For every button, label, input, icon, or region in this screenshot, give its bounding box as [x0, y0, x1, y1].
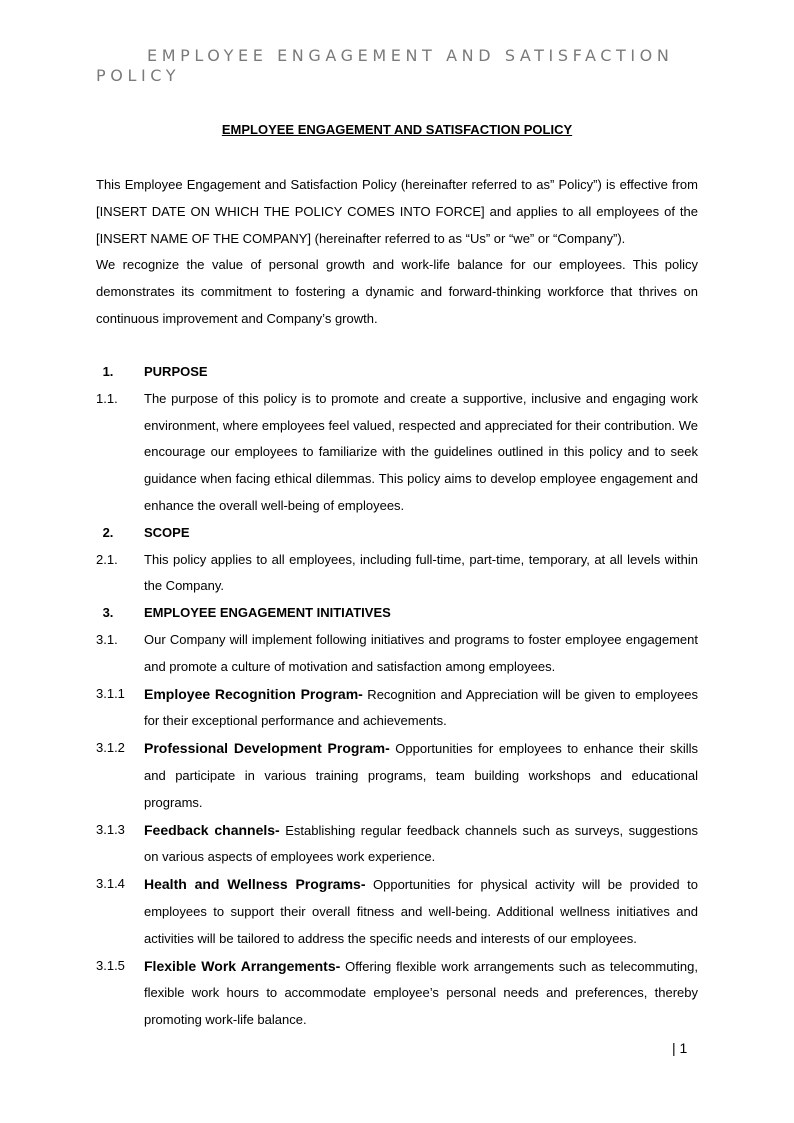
clause-text: Our Company will implement following initiatives and programs to foster employee engagement and promote a culture of motivation and satisfaction among employees.: [144, 631, 698, 674]
clause-body: [144, 735, 698, 816]
section-number: 1.: [102, 364, 114, 379]
clause-number: 3.1.4: [96, 876, 125, 892]
intro-paragraph-1: This Employee Engagement and Satisfaction Policy (hereinafter referred to as” Policy”) is effective from [INSERT DATE ON WHICH THE POLICY COMES INTO FORCE] and applies to all employees of the [INSERT NAME OF THE COMPANY] (hereinafter referred to as “Us” or “we” or “Company”).: [96, 177, 698, 246]
clause-number: 3.1.5: [96, 957, 125, 973]
policy-sections: [96, 359, 698, 1034]
section-title: PURPOSE: [144, 364, 208, 379]
clause-3-1-4: [96, 871, 698, 952]
section-number: 2.: [102, 524, 114, 540]
clause-body: [144, 871, 698, 952]
clause-text: Opportunities for physical activity will be provided to employees to support their overall fitness and well-being. Additional wellness initiatives and activities will be tailored to address the specific needs and interests of our employees.: [144, 877, 698, 946]
clause-3-1: [96, 627, 698, 681]
clause-text: Offering flexible work arrangements such as telecommuting, flexible work hours to accommodate employee’s personal needs and preferences, thereby promoting work-life balance.: [144, 958, 698, 1028]
clause-3-1-3: [96, 817, 698, 872]
clause-lead: Health and Wellness Programs-: [144, 876, 366, 893]
clause-3-1-1: [96, 681, 698, 736]
clause-number: 3.1.1: [96, 685, 125, 701]
clause-text: Establishing regular feedback channels such as surveys, suggestions on various aspects of employees work experience.: [144, 822, 699, 865]
clause-text: The purpose of this policy is to promote and create a supportive, inclusive and engaging work environment, where employees feel valued, respected and appreciated for their contribution. We encourage our employees to familiarize with the guidelines outlined in this policy and to seek guidance when facing ethical dilemmas. This policy aims to develop employee engagement and enhance the overall well-being of employees.: [144, 390, 698, 513]
clause-number: 3.1.2: [96, 740, 125, 756]
clause-text: Recognition and Appreciation will be given to employees for their exceptional performance and achievements.: [144, 686, 698, 729]
clause-3-1-2: [96, 735, 698, 816]
clause-1-1: [96, 386, 698, 520]
intro-section: [96, 172, 698, 333]
clause-body: [144, 817, 698, 872]
document-title: EMPLOYEE ENGAGEMENT AND SATISFACTION POLICY: [221, 122, 573, 137]
clause-lead: Feedback channels-: [144, 821, 280, 838]
intro-paragraph-2: We recognize the value of personal growth and work-life balance for our employees. This policy demonstrates its commitment to fostering a dynamic and forward-thinking workforce that thrives on continuous improvement and Company’s growth.: [96, 257, 698, 326]
section-heading-initiatives: [96, 600, 698, 627]
clause-text: Opportunities for employees to enhance their skills and participate in various training programs, team building workshops and educational programs.: [144, 741, 698, 810]
clause-lead: Professional Development Program-: [144, 740, 390, 757]
clause-number: 3.1.: [96, 631, 118, 647]
clause-body: [144, 953, 698, 1034]
page-header-title: EMPLOYEE ENGAGEMENT AND SATISFACTION POLICY: [96, 46, 674, 85]
page-number: | 1: [672, 1040, 688, 1056]
clause-body: [144, 681, 698, 736]
section-heading-purpose: [96, 359, 698, 386]
clause-number: 2.1.: [96, 551, 118, 567]
section-title: EMPLOYEE ENGAGEMENT INITIATIVES: [144, 605, 391, 621]
clause-number: 3.1.3: [96, 821, 125, 837]
clause-number: 1.1.: [96, 390, 118, 406]
clause-3-1-5: [96, 953, 698, 1034]
section-heading-scope: [96, 520, 698, 547]
clause-text: This policy applies to all employees, including full-time, part-time, temporary, at all levels within the Company.: [144, 551, 698, 594]
section-title: SCOPE: [144, 524, 190, 540]
clause-lead: Employee Recognition Program-: [144, 685, 363, 702]
clause-2-1: [96, 547, 698, 601]
clause-lead: Flexible Work Arrangements-: [144, 957, 341, 974]
section-number: 3.: [102, 605, 114, 621]
